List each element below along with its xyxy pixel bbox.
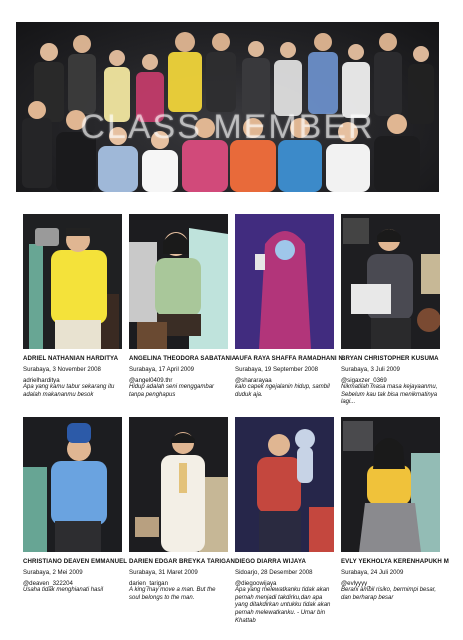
member-card (129, 417, 235, 602)
class-group-image (16, 22, 439, 192)
member-photo (235, 417, 334, 552)
member-handle: @diegoowijaya (235, 579, 277, 587)
member-photo (341, 214, 440, 349)
member-card (235, 417, 334, 625)
member-birth: Surabaya, 31 Maret 2009 (129, 569, 198, 576)
member-photo (129, 214, 228, 349)
member-card (235, 214, 343, 399)
member-birth: Surabaya, 19 September 2008 (235, 366, 319, 373)
member-name: AUFA RAYA SHAFFA RAMADHANI N (235, 355, 343, 362)
member-handle: @shararayaa (235, 376, 272, 384)
member-card (129, 214, 237, 399)
member-name: ADRIEL NATHANIAN HARDITYA (23, 355, 119, 362)
group-photo (16, 22, 439, 192)
member-name: DARIEN EDGAR BREYKA TARIGAN (129, 558, 235, 565)
member-handle: darien_tarigan (129, 579, 168, 587)
member-photo (129, 417, 228, 552)
member-birth: Sidoarjo, 28 Desember 2008 (235, 569, 313, 576)
member-handle: @angel0409.thr (129, 376, 173, 384)
member-handle: @sigaxzer_0369 (341, 376, 387, 384)
member-photo (23, 417, 122, 552)
member-quote: Nikmatilah masa masa kejayaanmu, Sebelum kau tak bisa menikmatinya lagi... (341, 384, 438, 406)
member-photo (23, 214, 122, 349)
member-name: EVLY YEKHOLYA KERENHAPUKH M (341, 558, 449, 565)
member-quote: Apa yang kamu tabur sekarang itu adalah makananmu besok (23, 384, 115, 398)
member-card (341, 214, 440, 407)
member-quote: Usaha tidak menghianati hasil (23, 587, 104, 594)
member-name: CHRISTIANO DEAVEN EMMANUEL (23, 558, 128, 565)
member-name: ANGELINA THEODORA SABATANIA (129, 355, 237, 362)
member-quote: Apa yang melewatkanku tidak akan pernah menjadi takdirku,dan apa yang ditakdirkan untukku tidak akan pernah melewatkanku. - Umar bin Khattab (235, 587, 331, 624)
member-name: BRYAN CHRISTOPHER KUSUMA (341, 355, 439, 362)
member-birth: Surabaya, 3 Juli 2009 (341, 366, 400, 373)
member-birth: Surabaya, 2 Mei 2009 (23, 569, 83, 576)
member-card (23, 214, 122, 399)
member-handle: adrielharditya (23, 376, 60, 384)
member-birth: Surabaya, 3 November 2008 (23, 366, 101, 373)
member-quote: Hidup adalah seni menggambar tanpa penghapus (129, 384, 215, 398)
member-card (341, 417, 449, 602)
member-quote: Berani ambil risiko, bermimpi besar, dan berharap besar (341, 587, 437, 601)
member-name: DIEGO DIARRA WIJAYA (235, 558, 306, 565)
member-photo (235, 214, 334, 349)
member-handle: @evlyyyy_ (341, 579, 371, 587)
member-photo (341, 417, 440, 552)
member-birth: Surabaya, 17 April 2009 (129, 366, 195, 373)
member-quote: kalo capek ngejalanin hidup, sambil duduk aja. (235, 384, 330, 398)
member-birth: Surabaya, 24 Juli 2009 (341, 569, 404, 576)
member-quote: A king may move a man. But the soul belongs to the man. (129, 587, 216, 601)
class-member-title: CLASS MEMBER (80, 108, 375, 146)
member-handle: @deaven_322204 (23, 579, 73, 587)
member-card (23, 417, 128, 595)
